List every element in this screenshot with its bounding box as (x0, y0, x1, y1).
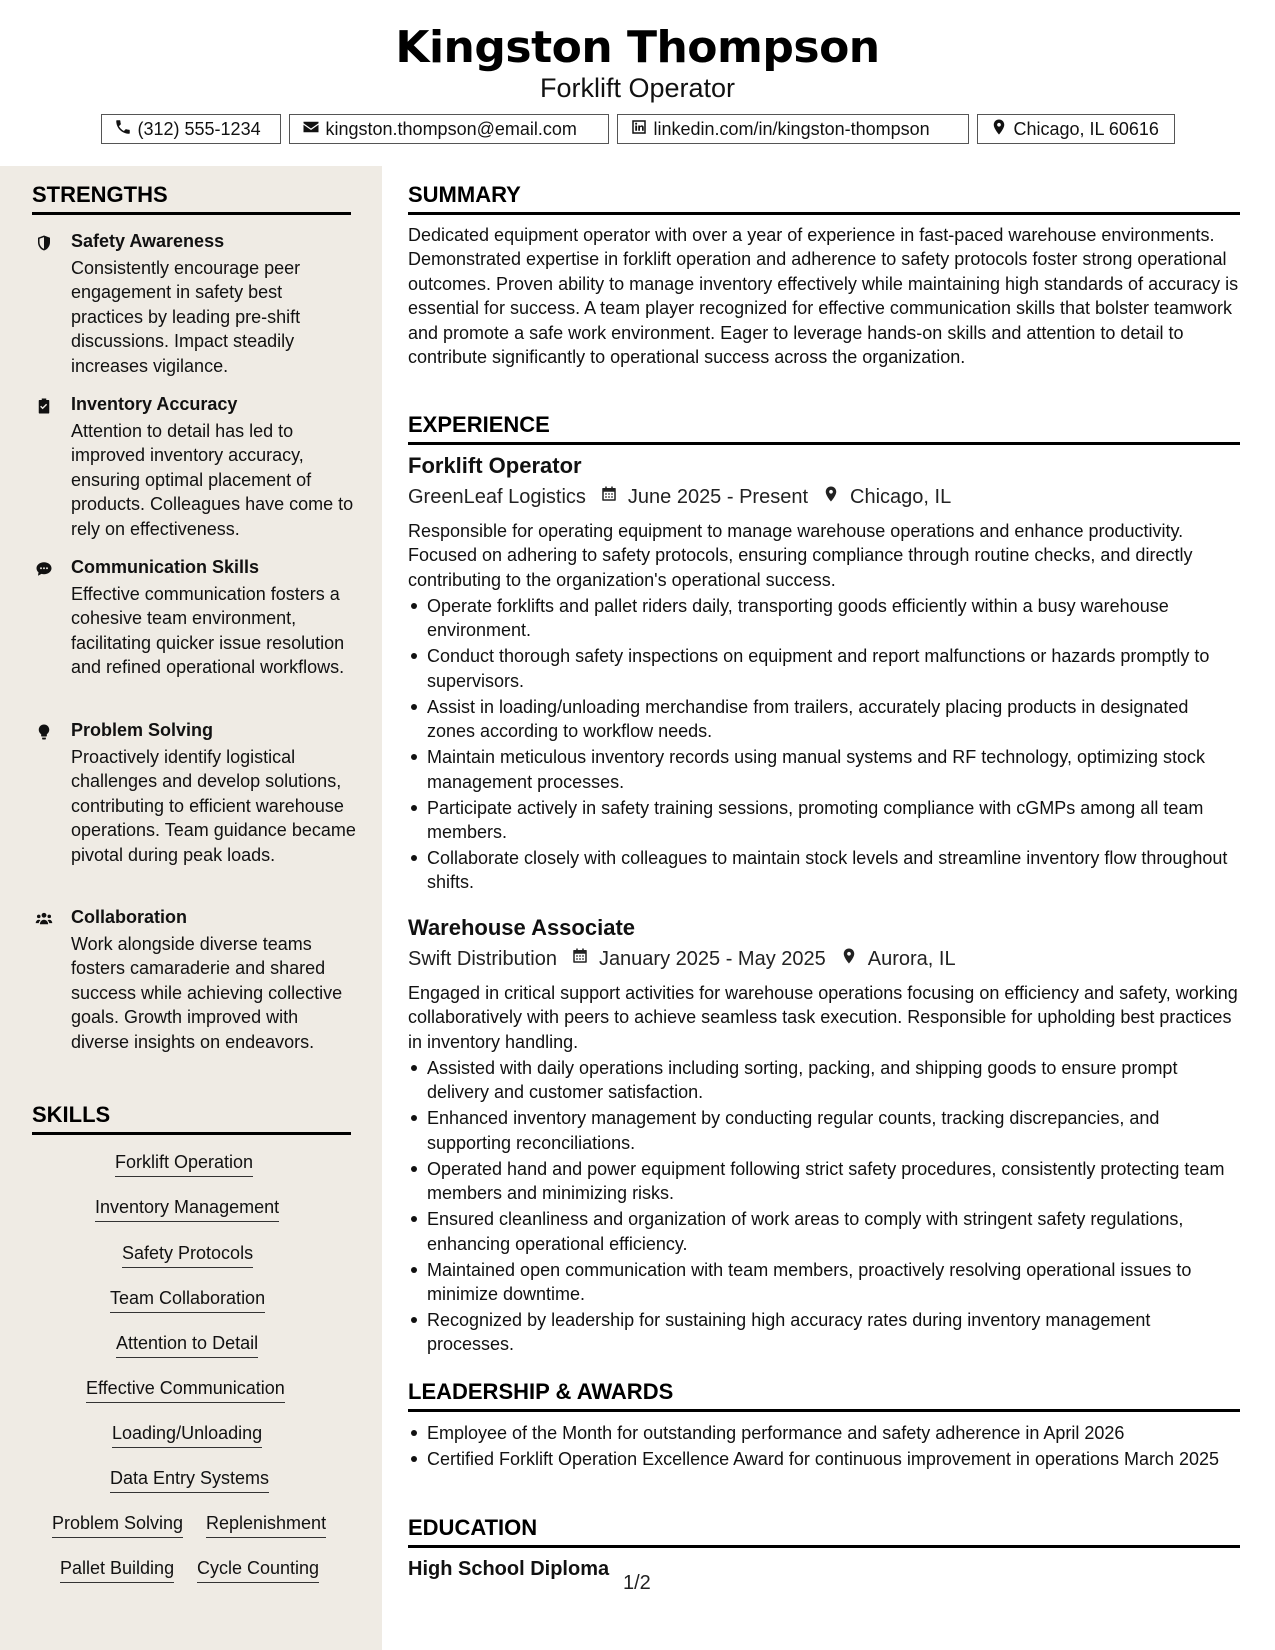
job-title: Warehouse Associate (408, 915, 636, 940)
speech-bubble-icon (35, 560, 53, 578)
job-dates: June 2025 - Present (627, 485, 809, 508)
list-item: Operate forklifts and pallet riders daily, transporting goods efficiently within a busy warehouse environment. (408, 594, 1240, 643)
list-item: Ensured cleanliness and organization of work areas to comply with stringent safety regulations, enhancing operational efficiency. (408, 1207, 1240, 1256)
strength-description: Work alongside diverse teams fosters camaraderie and shared success while achieving collective goals. Growth improved with diverse insights on endeavors. (71, 934, 343, 1052)
experience-heading: EXPERIENCE (408, 412, 1240, 445)
summary-text: Dedicated equipment operator with over a year of experience in fast-paced warehouse environments. Demonstrated expertise in forklift operation and adherence to safety protocols foster strong operational outcomes. Proven ability to manage inventory effectively while maintaining high standards of accuracy is essential for success. A team player recognized for effective communication skills that bolster teamwork and promote a safe work environment. Eager to leverage hands-on skills and attention to detail to contribute significantly to operational success across the organization. (408, 225, 1239, 368)
job-title: Forklift Operator (408, 453, 582, 478)
map-pin-icon (826, 946, 868, 972)
job-location: Aurora, IL (867, 947, 956, 970)
skill-tag: Attention to Detail (116, 1333, 258, 1358)
envelope-icon (302, 118, 320, 141)
skill-tag: Effective Communication (86, 1378, 285, 1403)
skills-heading: SKILLS (32, 1102, 351, 1135)
list-item: Assisted with daily operations including sorting, packing, and shipping goods to ensure prompt delivery and customer satisfaction. (408, 1056, 1240, 1105)
list-item: Recognized by leadership for sustaining high accuracy rates during inventory management processes. (408, 1308, 1240, 1357)
job-meta (408, 946, 956, 972)
strength-description: Effective communication fosters a cohesive team environment, facilitating quicker issue resolution and refined operational workflows. (71, 584, 345, 678)
skill-tag: Forklift Operation (115, 1152, 253, 1177)
skill-tag: Inventory Management (95, 1197, 279, 1222)
strength-title: Problem Solving (71, 720, 214, 740)
skill-tag: Cycle Counting (197, 1558, 319, 1583)
company-name: Swift Distribution (408, 947, 557, 970)
skill-tag: Pallet Building (60, 1558, 174, 1583)
calendar-icon (557, 946, 599, 972)
sidebar (0, 166, 382, 1650)
skill-tag: Replenishment (206, 1513, 326, 1538)
skill-tag: Safety Protocols (122, 1243, 253, 1268)
phone-icon (114, 118, 132, 141)
email-text: kingston.thompson@email.com (325, 118, 577, 139)
education-title: High School Diploma (408, 1558, 610, 1580)
shield-icon (35, 234, 53, 252)
job-bullets (408, 594, 1240, 896)
calendar-icon (586, 484, 628, 510)
contact-row (0, 114, 1275, 144)
strength-description: Attention to detail has led to improved inventory accuracy, ensuring optimal placement of products. Colleagues have come to rely on effectiveness. (71, 421, 354, 539)
list-item: Operated hand and power equipment following strict safety procedures, consistently protecting team members and minimizing risks. (408, 1157, 1240, 1206)
resume-header (0, 0, 1275, 166)
contact-email (289, 114, 609, 144)
job-dates: January 2025 - May 2025 (598, 947, 826, 970)
list-item: Conduct thorough safety inspections on equipment and report malfunctions or hazards promptly to supervisors. (408, 644, 1240, 693)
list-item: Certified Forklift Operation Excellence Award for continuous improvement in operations March 2025 (408, 1447, 1240, 1471)
job-description: Responsible for operating equipment to manage warehouse operations and enhance productivity. Focused on adhering to safety protocols, ensuring compliance through routine checks, and directly contributing to the organization's operational success. (408, 521, 1193, 590)
strength-description: Proactively identify logistical challenges and develop solutions, contributing to efficient warehouse operations. Team guidance became pivotal during peak loads. (71, 747, 356, 865)
list-item: Employee of the Month for outstanding performance and safety adherence in April 2026 (408, 1421, 1240, 1445)
linkedin-icon (630, 118, 648, 141)
awards-heading: LEADERSHIP & AWARDS (408, 1379, 1240, 1412)
strength-title: Inventory Accuracy (71, 394, 238, 414)
list-item: Maintained open communication with team members, proactively resolving operational issues to minimize downtime. (408, 1258, 1240, 1307)
contact-phone (101, 114, 281, 144)
strength-title: Communication Skills (71, 557, 260, 577)
phone-text: (312) 555-1234 (137, 118, 261, 139)
location-text: Chicago, IL 60616 (1013, 118, 1159, 139)
map-pin-icon (808, 484, 850, 510)
list-item: Enhanced inventory management by conducting regular counts, tracking discrepancies, and supporting reconciliations. (408, 1106, 1240, 1155)
skill-tag: Data Entry Systems (110, 1468, 269, 1493)
contact-location (977, 114, 1175, 144)
job-description: Engaged in critical support activities for warehouse operations focusing on efficiency and safety, working collaboratively with peers to achieve seamless task execution. Responsible for upholding best practices in inventory handling. (408, 983, 1238, 1052)
job-bullets (408, 1056, 1240, 1358)
job-meta (408, 484, 951, 510)
linkedin-text: linkedin.com/in/kingston-thompson (653, 118, 930, 139)
strength-title: Safety Awareness (71, 231, 225, 251)
users-icon (35, 910, 53, 928)
company-name: GreenLeaf Logistics (408, 485, 586, 508)
strengths-heading: STRENGTHS (32, 182, 351, 215)
strength-title: Collaboration (71, 907, 187, 927)
list-item: Collaborate closely with colleagues to maintain stock levels and streamline inventory flow throughout shifts. (408, 846, 1240, 895)
candidate-title: Forklift Operator (539, 73, 736, 103)
skill-tag: Loading/Unloading (112, 1423, 262, 1448)
list-item: Maintain meticulous inventory records using manual systems and RF technology, optimizing stock management processes. (408, 745, 1240, 794)
education-heading: EDUCATION (408, 1515, 1240, 1548)
contact-linkedin (617, 114, 969, 144)
summary-heading: SUMMARY (408, 182, 1240, 215)
strength-description: Consistently encourage peer engagement in safety best practices by leading pre-shift discussions. Impact steadily increases vigilance. (71, 258, 301, 376)
lightbulb-icon (35, 723, 53, 741)
job-location: Chicago, IL (850, 485, 952, 508)
candidate-name: Kingston Thompson (395, 22, 880, 73)
map-pin-icon (990, 118, 1008, 141)
awards-list (408, 1421, 1240, 1473)
page-number: 1/2 (623, 1572, 651, 1594)
clipboard-check-icon (35, 397, 53, 415)
list-item: Assist in loading/unloading merchandise from trailers, accurately placing products in designated zones according to workflow needs. (408, 695, 1240, 744)
skill-tag: Problem Solving (52, 1513, 183, 1538)
skill-tag: Team Collaboration (110, 1288, 265, 1313)
list-item: Participate actively in safety training sessions, promoting compliance with cGMPs among all team members. (408, 796, 1240, 845)
